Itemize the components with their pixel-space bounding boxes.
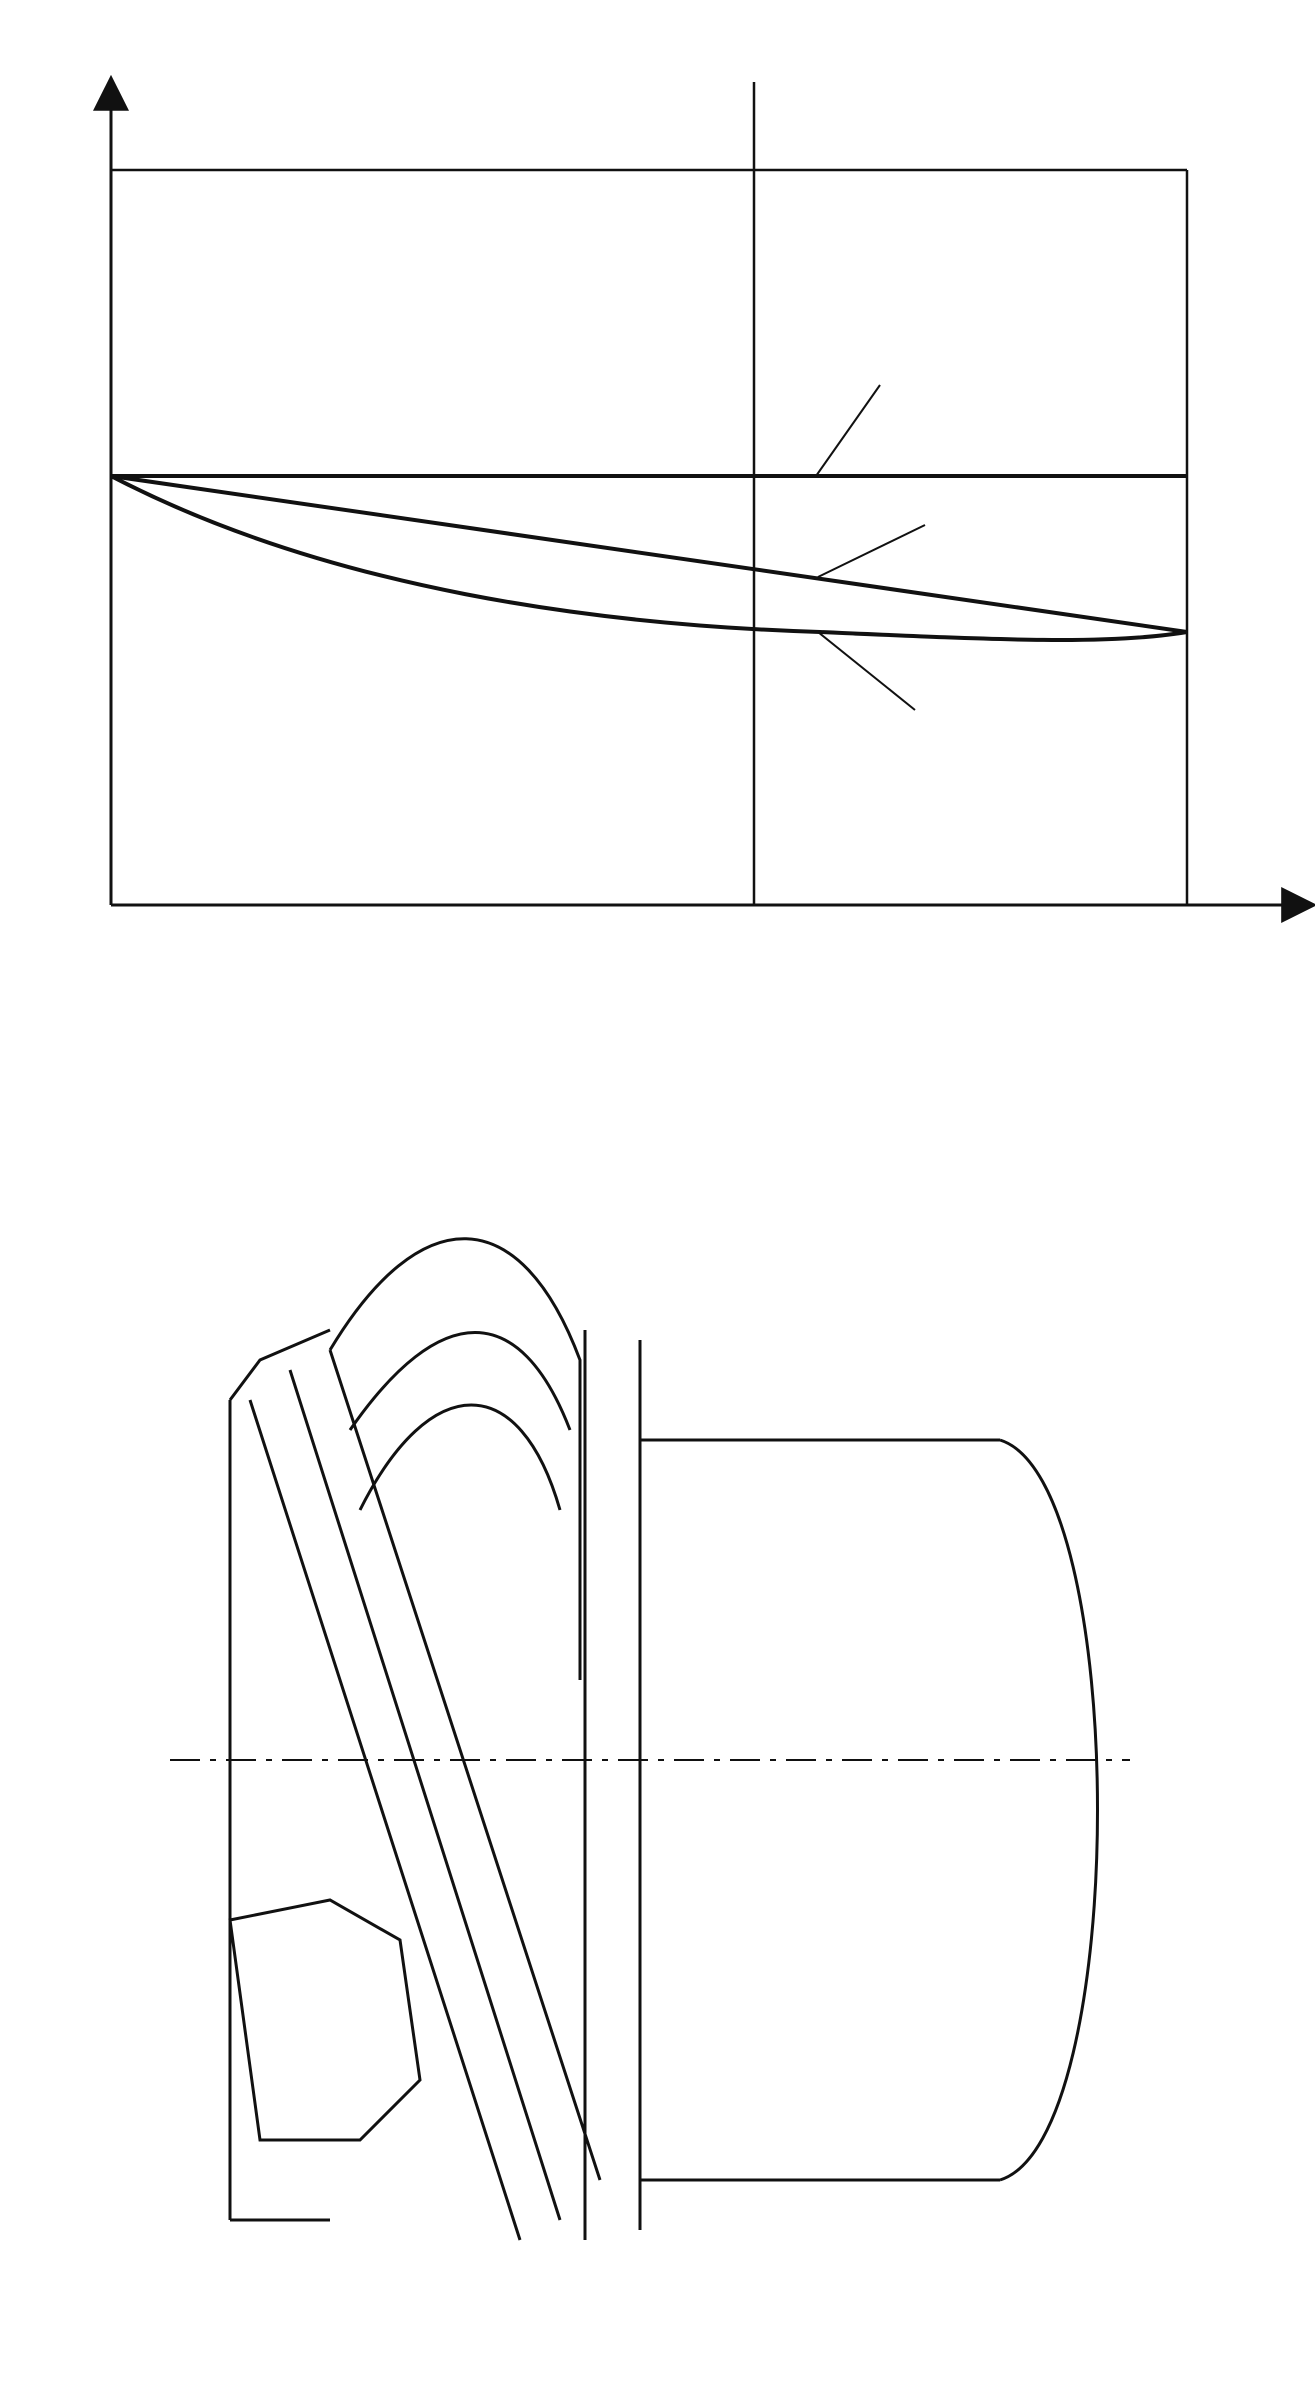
ring-plate-left (585, 1330, 640, 2240)
lower-vane-block (230, 1900, 420, 2140)
arch-band (350, 1333, 570, 1431)
leader-1 (816, 385, 880, 476)
leader-2 (818, 525, 925, 577)
inner-arch (360, 1405, 560, 1510)
panel-a-diagram (0, 0, 1315, 1180)
diagonal-vane (250, 1350, 600, 2240)
leader-3 (818, 632, 915, 710)
barrel-outline (640, 1440, 1098, 2180)
curve-2-conical (111, 476, 1187, 632)
drum-body-outline (230, 1330, 330, 2220)
panel-b-drawing (0, 1180, 1315, 2388)
